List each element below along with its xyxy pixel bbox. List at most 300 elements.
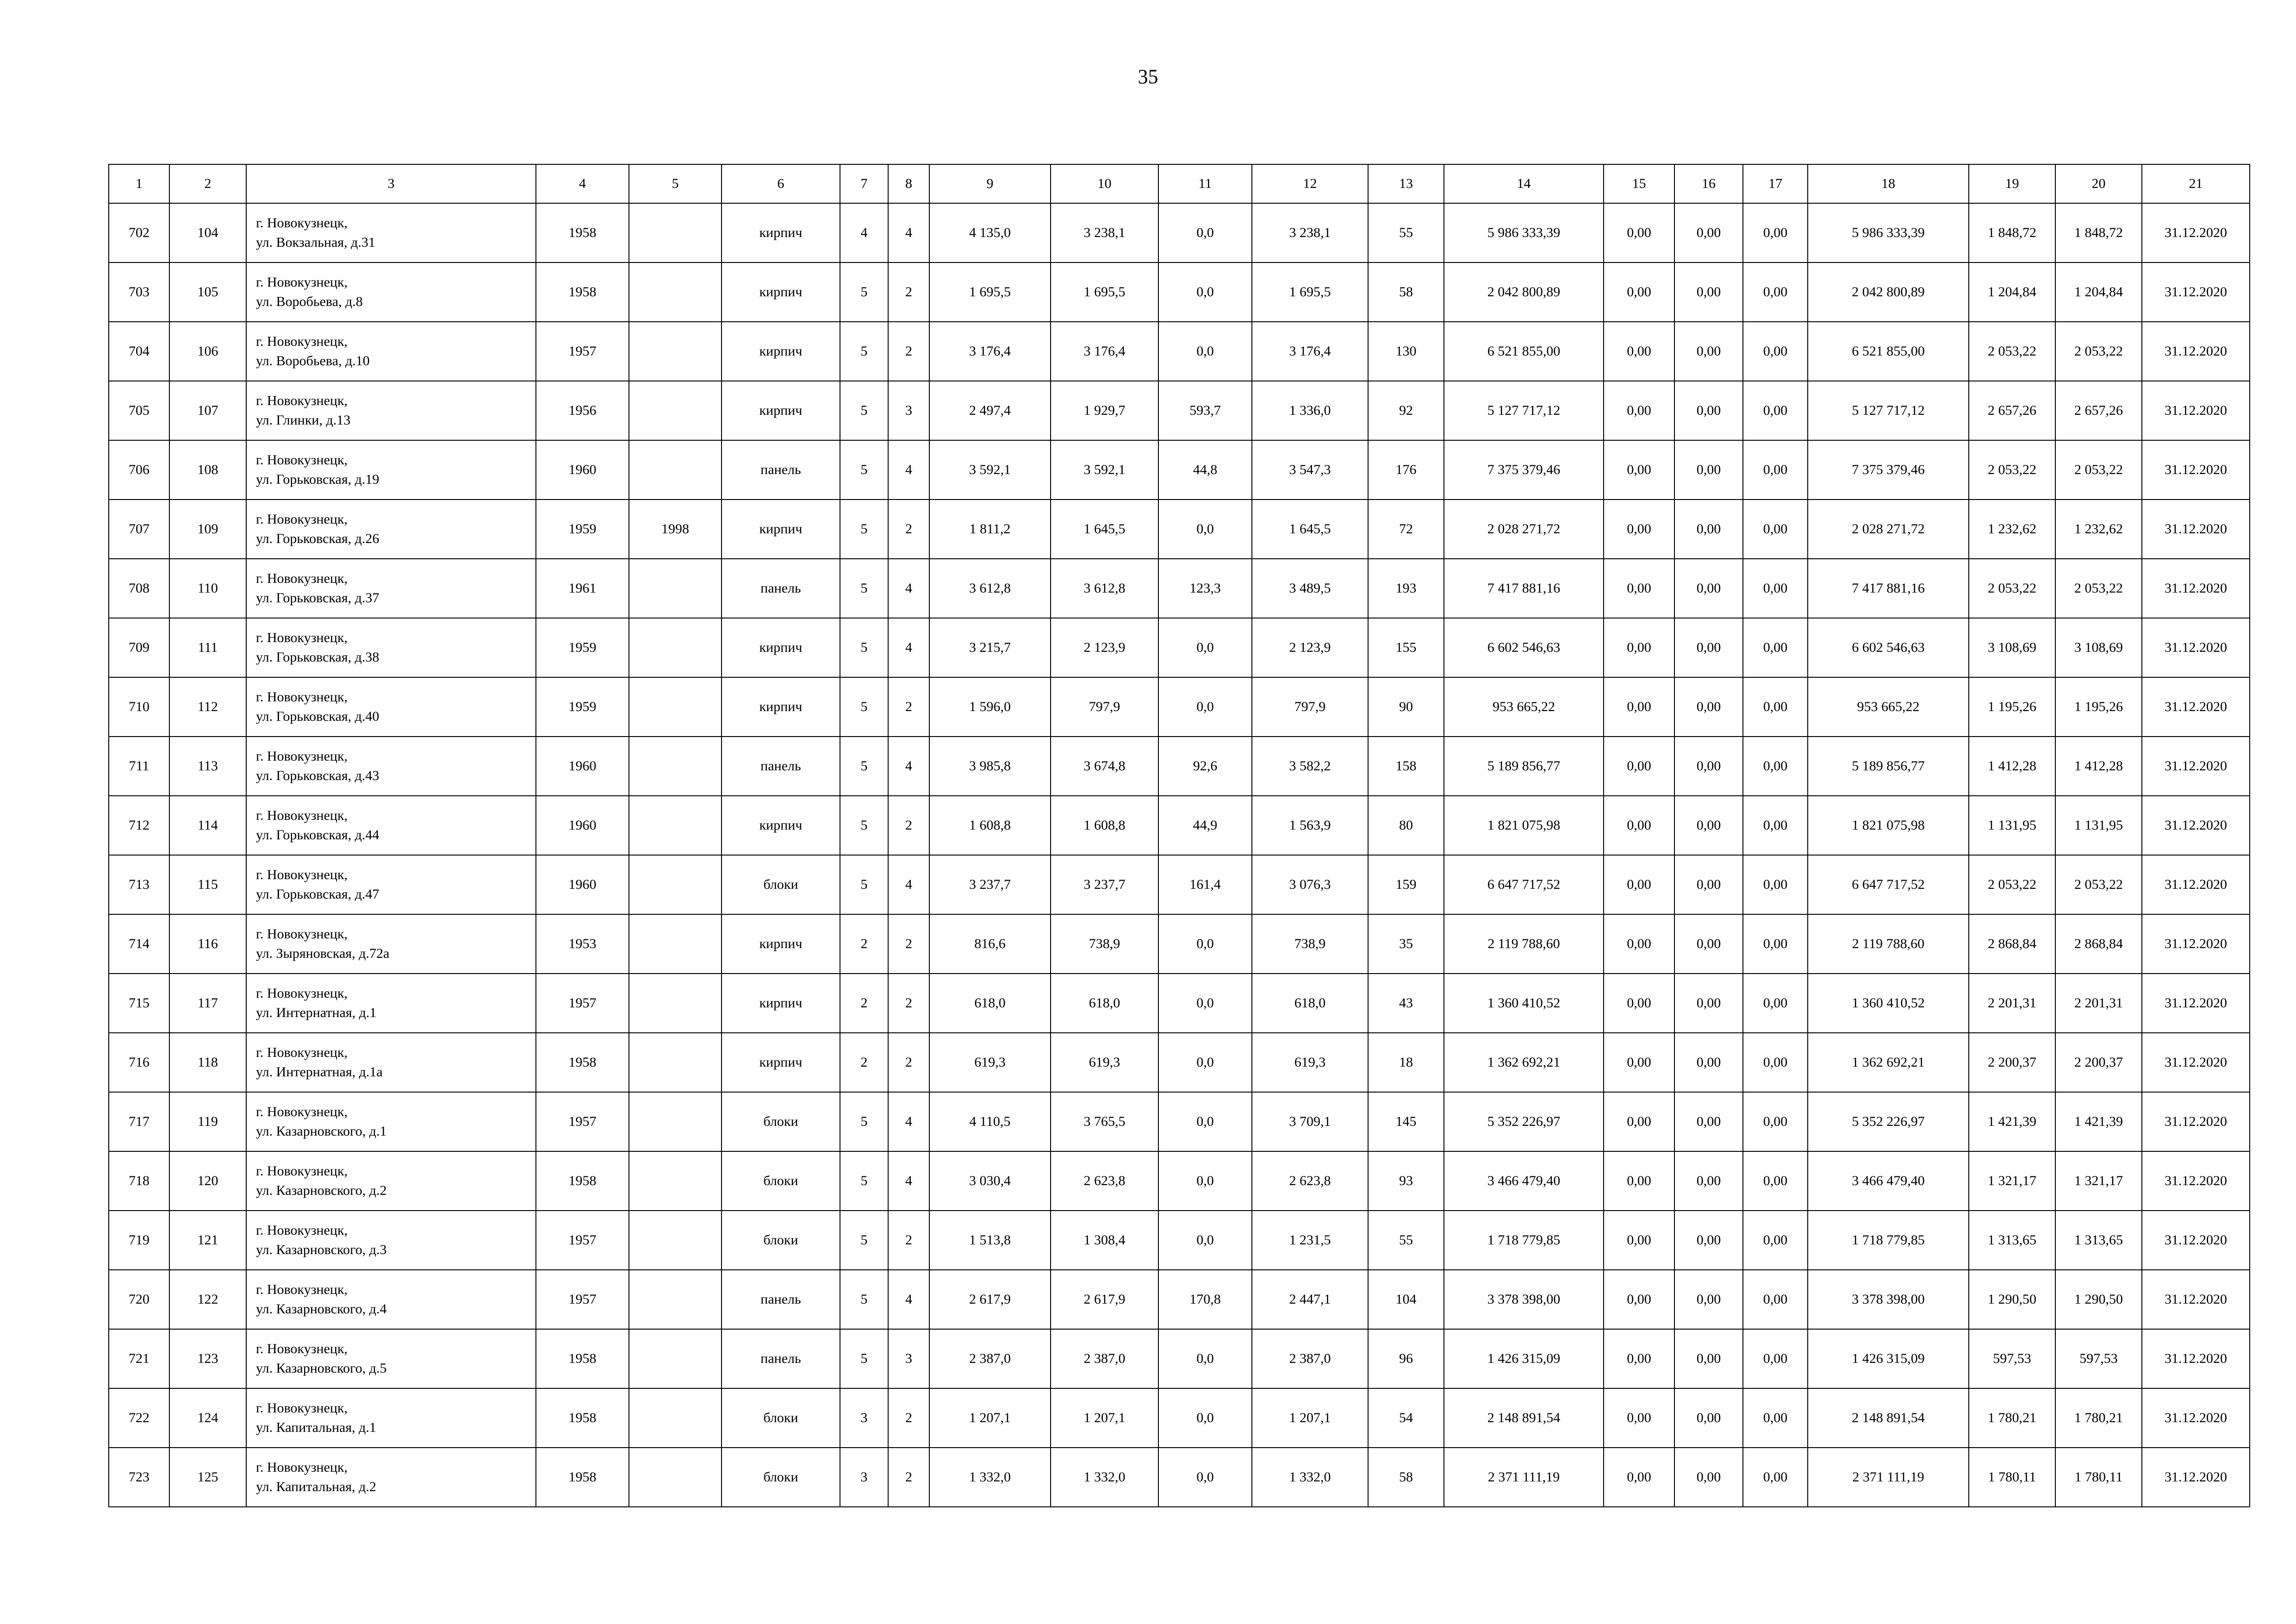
address-cell xyxy=(246,1270,536,1329)
cell-col-18: 3 378 398,00 xyxy=(1808,1270,1969,1329)
cell-col-10: 2 623,8 xyxy=(1051,1151,1158,1211)
address-street: ул. Интернатная, д.1 xyxy=(256,1005,377,1020)
cell-col-15: 0,00 xyxy=(1604,1211,1674,1270)
cell-col-19: 1 131,95 xyxy=(1969,796,2055,855)
cell-col-15: 0,00 xyxy=(1604,1329,1674,1388)
cell-col-14: 7 417 881,16 xyxy=(1444,559,1604,618)
address-cell xyxy=(246,203,536,262)
cell-col-11: 0,0 xyxy=(1158,974,1252,1033)
cell-col-18: 1 821 075,98 xyxy=(1808,796,1969,855)
cell-col-12: 2 123,9 xyxy=(1252,618,1368,677)
table-row xyxy=(109,322,2250,381)
cell-col-2: 119 xyxy=(169,1092,246,1151)
cell-col-14: 1 821 075,98 xyxy=(1444,796,1604,855)
cell-col-8: 2 xyxy=(888,262,929,322)
cell-col-10: 3 238,1 xyxy=(1051,203,1158,262)
address-street: ул. Горьковская, д.44 xyxy=(256,827,380,843)
cell-col-10: 3 592,1 xyxy=(1051,440,1158,500)
cell-col-8: 2 xyxy=(888,1448,929,1507)
cell-col-9: 3 215,7 xyxy=(929,618,1051,677)
cell-col-2: 124 xyxy=(169,1388,246,1448)
cell-col-15: 0,00 xyxy=(1604,381,1674,440)
address-street: ул. Горьковская, д.47 xyxy=(256,887,380,902)
cell-col-14: 3 378 398,00 xyxy=(1444,1270,1604,1329)
cell-col-20: 597,53 xyxy=(2055,1329,2142,1388)
cell-col-21: 31.12.2020 xyxy=(2142,796,2250,855)
cell-col-13: 43 xyxy=(1368,974,1444,1033)
cell-col-15: 0,00 xyxy=(1604,618,1674,677)
cell-col-5 xyxy=(629,855,722,914)
cell-col-2: 105 xyxy=(169,262,246,322)
cell-col-20: 1 848,72 xyxy=(2055,203,2142,262)
column-header-16: 16 xyxy=(1674,164,1743,203)
cell-col-10: 1 308,4 xyxy=(1051,1211,1158,1270)
cell-col-11: 0,0 xyxy=(1158,500,1252,559)
column-header-9: 9 xyxy=(929,164,1051,203)
cell-col-19: 1 195,26 xyxy=(1969,677,2055,737)
cell-col-10: 1 695,5 xyxy=(1051,262,1158,322)
cell-col-13: 90 xyxy=(1368,677,1444,737)
cell-col-7: 5 xyxy=(840,1092,888,1151)
cell-col-10: 1 207,1 xyxy=(1051,1388,1158,1448)
cell-col-5 xyxy=(629,1092,722,1151)
cell-col-5 xyxy=(629,1388,722,1448)
cell-col-4: 1959 xyxy=(536,500,629,559)
address-street: ул. Казарновского, д.3 xyxy=(256,1242,387,1257)
cell-col-18: 6 521 855,00 xyxy=(1808,322,1969,381)
cell-col-21: 31.12.2020 xyxy=(2142,914,2250,974)
address-city: г. Новокузнецк, xyxy=(256,512,348,527)
cell-col-9: 1 695,5 xyxy=(929,262,1051,322)
column-header-13: 13 xyxy=(1368,164,1444,203)
cell-col-13: 159 xyxy=(1368,855,1444,914)
cell-col-10: 2 387,0 xyxy=(1051,1329,1158,1388)
cell-col-2: 107 xyxy=(169,381,246,440)
cell-col-4: 1957 xyxy=(536,322,629,381)
cell-col-13: 72 xyxy=(1368,500,1444,559)
cell-col-16: 0,00 xyxy=(1674,381,1743,440)
cell-col-9: 1 513,8 xyxy=(929,1211,1051,1270)
address-city: г. Новокузнецк, xyxy=(256,1223,348,1238)
cell-col-11: 0,0 xyxy=(1158,677,1252,737)
column-header-12: 12 xyxy=(1252,164,1368,203)
cell-col-4: 1957 xyxy=(536,1092,629,1151)
cell-col-13: 176 xyxy=(1368,440,1444,500)
cell-col-1: 723 xyxy=(109,1448,169,1507)
cell-col-17: 0,00 xyxy=(1743,1388,1808,1448)
address-cell xyxy=(246,1388,536,1448)
cell-col-21: 31.12.2020 xyxy=(2142,1329,2250,1388)
cell-col-19: 1 232,62 xyxy=(1969,500,2055,559)
address-cell xyxy=(246,855,536,914)
cell-col-13: 58 xyxy=(1368,1448,1444,1507)
cell-col-1: 704 xyxy=(109,322,169,381)
cell-col-19: 3 108,69 xyxy=(1969,618,2055,677)
cell-col-17: 0,00 xyxy=(1743,1151,1808,1211)
cell-col-18: 6 602 546,63 xyxy=(1808,618,1969,677)
cell-col-18: 5 127 717,12 xyxy=(1808,381,1969,440)
cell-col-9: 3 176,4 xyxy=(929,322,1051,381)
cell-col-7: 5 xyxy=(840,1211,888,1270)
cell-col-12: 3 547,3 xyxy=(1252,440,1368,500)
cell-col-21: 31.12.2020 xyxy=(2142,1448,2250,1507)
cell-col-2: 115 xyxy=(169,855,246,914)
cell-col-17: 0,00 xyxy=(1743,1033,1808,1092)
cell-col-8: 2 xyxy=(888,914,929,974)
cell-col-8: 4 xyxy=(888,618,929,677)
cell-col-10: 3 765,5 xyxy=(1051,1092,1158,1151)
cell-col-8: 4 xyxy=(888,203,929,262)
cell-col-8: 4 xyxy=(888,1151,929,1211)
cell-col-15: 0,00 xyxy=(1604,440,1674,500)
cell-col-21: 31.12.2020 xyxy=(2142,1270,2250,1329)
cell-col-2: 110 xyxy=(169,559,246,618)
cell-col-12: 3 176,4 xyxy=(1252,322,1368,381)
cell-col-20: 2 657,26 xyxy=(2055,381,2142,440)
header-row xyxy=(109,164,2250,203)
cell-col-7: 5 xyxy=(840,559,888,618)
cell-col-21: 31.12.2020 xyxy=(2142,677,2250,737)
cell-col-5 xyxy=(629,737,722,796)
table-row xyxy=(109,381,2250,440)
cell-col-9: 4 135,0 xyxy=(929,203,1051,262)
cell-col-18: 2 119 788,60 xyxy=(1808,914,1969,974)
cell-col-20: 1 780,21 xyxy=(2055,1388,2142,1448)
cell-col-7: 3 xyxy=(840,1388,888,1448)
cell-col-6: кирпич xyxy=(722,262,840,322)
cell-col-20: 2 053,22 xyxy=(2055,440,2142,500)
cell-col-15: 0,00 xyxy=(1604,1151,1674,1211)
cell-col-16: 0,00 xyxy=(1674,1033,1743,1092)
table-row xyxy=(109,796,2250,855)
cell-col-13: 145 xyxy=(1368,1092,1444,1151)
cell-col-7: 5 xyxy=(840,1151,888,1211)
cell-col-15: 0,00 xyxy=(1604,855,1674,914)
cell-col-7: 2 xyxy=(840,1033,888,1092)
cell-col-16: 0,00 xyxy=(1674,737,1743,796)
cell-col-9: 3 237,7 xyxy=(929,855,1051,914)
cell-col-1: 706 xyxy=(109,440,169,500)
address-cell xyxy=(246,500,536,559)
cell-col-15: 0,00 xyxy=(1604,677,1674,737)
cell-col-19: 1 321,17 xyxy=(1969,1151,2055,1211)
cell-col-12: 618,0 xyxy=(1252,974,1368,1033)
cell-col-19: 2 200,37 xyxy=(1969,1033,2055,1092)
cell-col-2: 114 xyxy=(169,796,246,855)
cell-col-17: 0,00 xyxy=(1743,1211,1808,1270)
cell-col-5 xyxy=(629,1033,722,1092)
cell-col-21: 31.12.2020 xyxy=(2142,440,2250,500)
cell-col-9: 1 332,0 xyxy=(929,1448,1051,1507)
cell-col-2: 113 xyxy=(169,737,246,796)
cell-col-14: 953 665,22 xyxy=(1444,677,1604,737)
cell-col-10: 619,3 xyxy=(1051,1033,1158,1092)
cell-col-13: 55 xyxy=(1368,203,1444,262)
cell-col-5 xyxy=(629,1329,722,1388)
address-cell xyxy=(246,381,536,440)
cell-col-20: 1 131,95 xyxy=(2055,796,2142,855)
cell-col-5 xyxy=(629,381,722,440)
cell-col-11: 0,0 xyxy=(1158,914,1252,974)
column-header-18: 18 xyxy=(1808,164,1969,203)
cell-col-9: 619,3 xyxy=(929,1033,1051,1092)
cell-col-21: 31.12.2020 xyxy=(2142,1388,2250,1448)
cell-col-17: 0,00 xyxy=(1743,1270,1808,1329)
cell-col-21: 31.12.2020 xyxy=(2142,262,2250,322)
cell-col-17: 0,00 xyxy=(1743,1329,1808,1388)
cell-col-5 xyxy=(629,262,722,322)
address-cell xyxy=(246,1448,536,1507)
cell-col-18: 1 360 410,52 xyxy=(1808,974,1969,1033)
cell-col-1: 722 xyxy=(109,1388,169,1448)
cell-col-17: 0,00 xyxy=(1743,440,1808,500)
cell-col-19: 597,53 xyxy=(1969,1329,2055,1388)
cell-col-18: 1 362 692,21 xyxy=(1808,1033,1969,1092)
cell-col-16: 0,00 xyxy=(1674,618,1743,677)
cell-col-6: панель xyxy=(722,737,840,796)
column-header-7: 7 xyxy=(840,164,888,203)
cell-col-7: 5 xyxy=(840,618,888,677)
cell-col-12: 1 332,0 xyxy=(1252,1448,1368,1507)
cell-col-15: 0,00 xyxy=(1604,559,1674,618)
address-cell xyxy=(246,1033,536,1092)
cell-col-13: 130 xyxy=(1368,322,1444,381)
cell-col-13: 35 xyxy=(1368,914,1444,974)
cell-col-18: 2 371 111,19 xyxy=(1808,1448,1969,1507)
cell-col-14: 5 986 333,39 xyxy=(1444,203,1604,262)
cell-col-18: 3 466 479,40 xyxy=(1808,1151,1969,1211)
column-header-10: 10 xyxy=(1051,164,1158,203)
cell-col-18: 953 665,22 xyxy=(1808,677,1969,737)
cell-col-1: 707 xyxy=(109,500,169,559)
cell-col-5 xyxy=(629,203,722,262)
address-cell xyxy=(246,1211,536,1270)
cell-col-20: 1 780,11 xyxy=(2055,1448,2142,1507)
address-cell xyxy=(246,737,536,796)
address-street: ул. Глинки, д.13 xyxy=(256,412,351,428)
address-street: ул. Казарновского, д.2 xyxy=(256,1183,387,1198)
cell-col-16: 0,00 xyxy=(1674,1092,1743,1151)
cell-col-16: 0,00 xyxy=(1674,914,1743,974)
cell-col-16: 0,00 xyxy=(1674,559,1743,618)
cell-col-5 xyxy=(629,914,722,974)
cell-col-15: 0,00 xyxy=(1604,737,1674,796)
cell-col-12: 3 709,1 xyxy=(1252,1092,1368,1151)
cell-col-2: 108 xyxy=(169,440,246,500)
cell-col-9: 816,6 xyxy=(929,914,1051,974)
cell-col-9: 3 985,8 xyxy=(929,737,1051,796)
cell-col-7: 5 xyxy=(840,1329,888,1388)
cell-col-4: 1961 xyxy=(536,559,629,618)
cell-col-4: 1960 xyxy=(536,796,629,855)
cell-col-5 xyxy=(629,1448,722,1507)
cell-col-1: 714 xyxy=(109,914,169,974)
cell-col-10: 3 612,8 xyxy=(1051,559,1158,618)
column-header-21: 21 xyxy=(2142,164,2250,203)
cell-col-4: 1957 xyxy=(536,1270,629,1329)
cell-col-6: блоки xyxy=(722,855,840,914)
cell-col-4: 1956 xyxy=(536,381,629,440)
cell-col-14: 1 426 315,09 xyxy=(1444,1329,1604,1388)
cell-col-7: 5 xyxy=(840,381,888,440)
cell-col-7: 5 xyxy=(840,1270,888,1329)
cell-col-16: 0,00 xyxy=(1674,855,1743,914)
cell-col-9: 1 207,1 xyxy=(929,1388,1051,1448)
table-row xyxy=(109,1329,2250,1388)
table-row xyxy=(109,559,2250,618)
cell-col-2: 120 xyxy=(169,1151,246,1211)
cell-col-11: 0,0 xyxy=(1158,203,1252,262)
cell-col-10: 1 645,5 xyxy=(1051,500,1158,559)
column-header-19: 19 xyxy=(1969,164,2055,203)
cell-col-1: 718 xyxy=(109,1151,169,1211)
cell-col-12: 619,3 xyxy=(1252,1033,1368,1092)
cell-col-11: 92,6 xyxy=(1158,737,1252,796)
cell-col-8: 3 xyxy=(888,1329,929,1388)
cell-col-21: 31.12.2020 xyxy=(2142,974,2250,1033)
cell-col-14: 5 127 717,12 xyxy=(1444,381,1604,440)
cell-col-8: 2 xyxy=(888,500,929,559)
address-city: г. Новокузнецк, xyxy=(256,1460,348,1475)
address-cell xyxy=(246,618,536,677)
cell-col-14: 6 647 717,52 xyxy=(1444,855,1604,914)
table-header xyxy=(109,164,2250,203)
cell-col-17: 0,00 xyxy=(1743,618,1808,677)
cell-col-1: 715 xyxy=(109,974,169,1033)
address-street: ул. Горьковская, д.43 xyxy=(256,768,380,783)
address-street: ул. Горьковская, д.40 xyxy=(256,709,380,724)
cell-col-13: 80 xyxy=(1368,796,1444,855)
address-city: г. Новокузнецк, xyxy=(256,986,348,1001)
cell-col-14: 1 360 410,52 xyxy=(1444,974,1604,1033)
cell-col-21: 31.12.2020 xyxy=(2142,381,2250,440)
cell-col-11: 44,8 xyxy=(1158,440,1252,500)
cell-col-5 xyxy=(629,1211,722,1270)
cell-col-16: 0,00 xyxy=(1674,1448,1743,1507)
cell-col-17: 0,00 xyxy=(1743,1092,1808,1151)
cell-col-16: 0,00 xyxy=(1674,203,1743,262)
column-header-17: 17 xyxy=(1743,164,1808,203)
cell-col-4: 1953 xyxy=(536,914,629,974)
cell-col-9: 4 110,5 xyxy=(929,1092,1051,1151)
cell-col-16: 0,00 xyxy=(1674,796,1743,855)
address-city: г. Новокузнецк, xyxy=(256,1163,348,1179)
cell-col-17: 0,00 xyxy=(1743,1448,1808,1507)
cell-col-1: 709 xyxy=(109,618,169,677)
cell-col-14: 5 189 856,77 xyxy=(1444,737,1604,796)
address-street: ул. Интернатная, д.1а xyxy=(256,1064,383,1080)
cell-col-19: 1 412,28 xyxy=(1969,737,2055,796)
address-cell xyxy=(246,440,536,500)
cell-col-4: 1958 xyxy=(536,1033,629,1092)
cell-col-4: 1958 xyxy=(536,262,629,322)
cell-col-7: 5 xyxy=(840,440,888,500)
cell-col-12: 1 563,9 xyxy=(1252,796,1368,855)
cell-col-20: 2 200,37 xyxy=(2055,1033,2142,1092)
cell-col-18: 2 042 800,89 xyxy=(1808,262,1969,322)
cell-col-6: панель xyxy=(722,440,840,500)
cell-col-6: кирпич xyxy=(722,322,840,381)
cell-col-6: панель xyxy=(722,559,840,618)
address-city: г. Новокузнецк, xyxy=(256,334,348,349)
cell-col-19: 2 201,31 xyxy=(1969,974,2055,1033)
cell-col-2: 111 xyxy=(169,618,246,677)
cell-col-12: 3 489,5 xyxy=(1252,559,1368,618)
cell-col-20: 1 195,26 xyxy=(2055,677,2142,737)
cell-col-16: 0,00 xyxy=(1674,440,1743,500)
cell-col-1: 720 xyxy=(109,1270,169,1329)
cell-col-18: 6 647 717,52 xyxy=(1808,855,1969,914)
cell-col-6: блоки xyxy=(722,1448,840,1507)
address-city: г. Новокузнецк, xyxy=(256,571,348,586)
column-header-2: 2 xyxy=(169,164,246,203)
cell-col-9: 2 617,9 xyxy=(929,1270,1051,1329)
cell-col-11: 593,7 xyxy=(1158,381,1252,440)
cell-col-18: 7 375 379,46 xyxy=(1808,440,1969,500)
address-street: ул. Капитальная, д.1 xyxy=(256,1420,376,1435)
cell-col-20: 3 108,69 xyxy=(2055,618,2142,677)
cell-col-16: 0,00 xyxy=(1674,974,1743,1033)
cell-col-21: 31.12.2020 xyxy=(2142,1151,2250,1211)
cell-col-19: 1 313,65 xyxy=(1969,1211,2055,1270)
cell-col-5 xyxy=(629,618,722,677)
housing-register-table xyxy=(108,164,2250,1507)
column-header-8: 8 xyxy=(888,164,929,203)
cell-col-9: 2 497,4 xyxy=(929,381,1051,440)
cell-col-12: 2 623,8 xyxy=(1252,1151,1368,1211)
cell-col-19: 2 053,22 xyxy=(1969,322,2055,381)
cell-col-12: 3 238,1 xyxy=(1252,203,1368,262)
cell-col-5 xyxy=(629,1270,722,1329)
address-city: г. Новокузнецк, xyxy=(256,393,348,408)
address-street: ул. Горьковская, д.38 xyxy=(256,650,380,665)
cell-col-21: 31.12.2020 xyxy=(2142,737,2250,796)
cell-col-17: 0,00 xyxy=(1743,974,1808,1033)
cell-col-4: 1959 xyxy=(536,618,629,677)
cell-col-18: 2 148 891,54 xyxy=(1808,1388,1969,1448)
cell-col-7: 5 xyxy=(840,322,888,381)
cell-col-15: 0,00 xyxy=(1604,1388,1674,1448)
address-street: ул. Горьковская, д.26 xyxy=(256,531,380,546)
cell-col-10: 738,9 xyxy=(1051,914,1158,974)
cell-col-1: 708 xyxy=(109,559,169,618)
cell-col-21: 31.12.2020 xyxy=(2142,203,2250,262)
cell-col-20: 1 412,28 xyxy=(2055,737,2142,796)
cell-col-16: 0,00 xyxy=(1674,677,1743,737)
cell-col-19: 2 657,26 xyxy=(1969,381,2055,440)
cell-col-14: 1 362 692,21 xyxy=(1444,1033,1604,1092)
cell-col-8: 2 xyxy=(888,796,929,855)
cell-col-2: 125 xyxy=(169,1448,246,1507)
cell-col-2: 117 xyxy=(169,974,246,1033)
address-cell xyxy=(246,677,536,737)
cell-col-14: 2 371 111,19 xyxy=(1444,1448,1604,1507)
cell-col-9: 618,0 xyxy=(929,974,1051,1033)
cell-col-4: 1957 xyxy=(536,974,629,1033)
cell-col-5: 1998 xyxy=(629,500,722,559)
cell-col-8: 2 xyxy=(888,322,929,381)
cell-col-6: кирпич xyxy=(722,1033,840,1092)
cell-col-12: 3 582,2 xyxy=(1252,737,1368,796)
cell-col-21: 31.12.2020 xyxy=(2142,1211,2250,1270)
cell-col-11: 0,0 xyxy=(1158,1033,1252,1092)
address-cell xyxy=(246,1151,536,1211)
cell-col-9: 1 596,0 xyxy=(929,677,1051,737)
column-header-15: 15 xyxy=(1604,164,1674,203)
cell-col-21: 31.12.2020 xyxy=(2142,1092,2250,1151)
cell-col-20: 1 421,39 xyxy=(2055,1092,2142,1151)
cell-col-13: 93 xyxy=(1368,1151,1444,1211)
